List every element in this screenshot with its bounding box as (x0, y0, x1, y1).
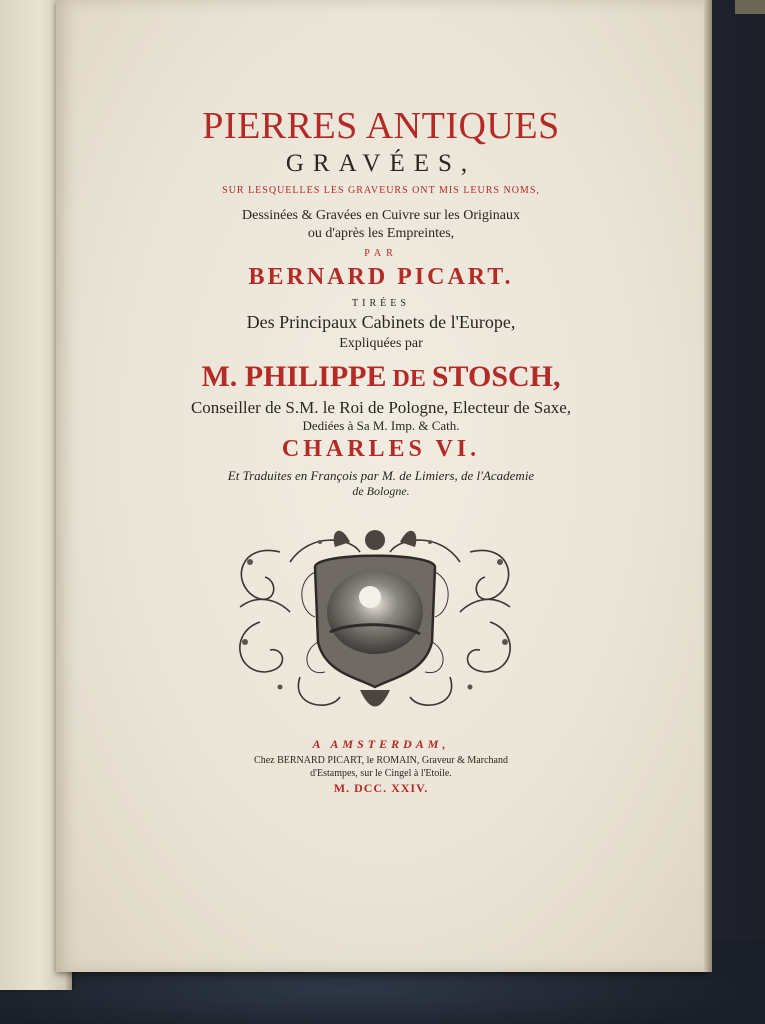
tirees-label: TIRÉES (352, 298, 410, 309)
imprint-city: A AMSTERDAM, (312, 737, 450, 751)
engraved-vignette (220, 512, 530, 722)
translation-line-1: Et Traduites en François par M. de Limiers, de l'Academie (227, 468, 535, 483)
dedicatee-name: CHARLES VI. (281, 436, 481, 462)
description-line-1: Dessinées & Gravées en Cuivre sur les Originaux (242, 208, 520, 223)
translation-line-2: de Bologne. (352, 484, 410, 498)
commentator-name (56, 360, 706, 394)
cabinets-line: Des Principaux Cabinets de l'Europe, (246, 312, 516, 332)
main-title: PIERRES ANTIQUES (202, 105, 560, 147)
book-corner (735, 0, 765, 14)
description-line-2: ou d'après les Empreintes, (307, 226, 455, 241)
subtitle-line-2: SUR LESQUELLES LES GRAVEURS ONT MIS LEURS NOMS, (222, 185, 540, 196)
counsellor-line: Conseiller de S.M. le Roi de Pologne, Electeur de Saxe, (190, 398, 572, 417)
subtitle: GRAVÉES, (285, 150, 477, 177)
commentator-last: STOSCH, (431, 360, 561, 393)
imprint-year: M. DCC. XXIV. (333, 781, 429, 795)
dedication-line: Dediées à Sa M. Imp. & Cath. (302, 418, 460, 433)
imprint-publisher: Chez BERNARD PICART, le ROMAIN, Graveur & Marchand (254, 755, 508, 766)
explained-by-line: Expliquées par (339, 336, 423, 351)
commentator-particle: DE (386, 366, 432, 392)
par-label: PAR (364, 248, 398, 259)
commentator-first: M. PHILIPPE (201, 360, 387, 393)
author-name: BERNARD PICART. (248, 264, 514, 290)
imprint-address: d'Estampes, sur le Cingel à l'Etoile. (310, 768, 452, 779)
